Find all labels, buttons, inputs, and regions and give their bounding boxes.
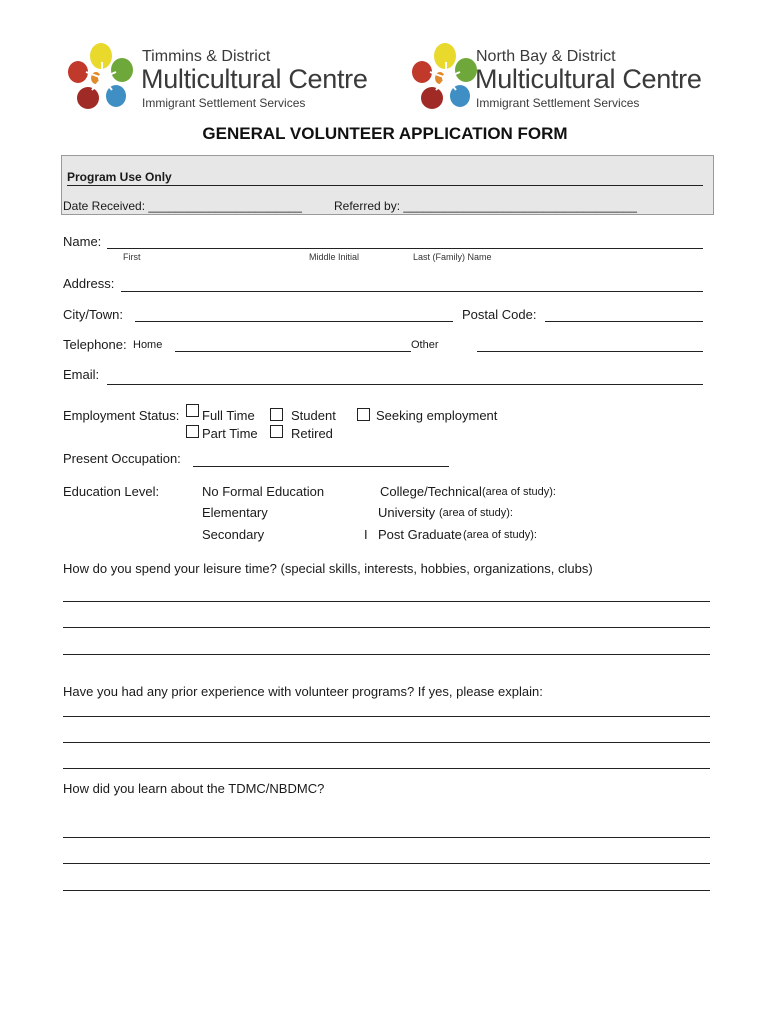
part-time-checkbox[interactable] [186,425,199,438]
edu-university-note: (area of study): [439,507,513,519]
occupation-input[interactable] [193,466,449,467]
edu-college-note: (area of study): [482,486,556,498]
flower-logo-icon [66,42,136,112]
telephone-other-input[interactable] [477,351,703,352]
flower-logo-icon [410,42,480,112]
experience-question: Have you had any prior experience with volunteer programs? If yes, please explain: [63,684,543,699]
leisure-answer-line[interactable] [63,601,710,602]
city-label: City/Town: [63,307,123,322]
name-middle-hint: Middle Initial [309,252,360,262]
learn-answer-line[interactable] [63,890,710,891]
telephone-label: Telephone: [63,337,127,352]
logo-line1: Timmins & District [142,48,271,65]
experience-answer-line[interactable] [63,716,710,717]
telephone-other-label: Other [411,339,439,351]
leisure-answer-line[interactable] [63,627,710,628]
telephone-home-label: Home [133,339,163,351]
experience-answer-line[interactable] [63,768,710,769]
date-received-field[interactable]: Date Received: _______________________ [63,199,302,213]
form-title: GENERAL VOLUNTEER APPLICATION FORM [202,124,568,143]
address-label: Address: [63,276,115,291]
postal-input[interactable] [545,321,703,322]
learn-question: How did you learn about the TDMC/NBDMC? [63,781,325,796]
learn-answer-line[interactable] [63,837,710,838]
telephone-home-input[interactable] [175,351,411,352]
student-label: Student [291,408,336,423]
postal-label: Postal Code: [462,307,537,322]
name-input[interactable] [107,248,703,249]
education-label: Education Level: [63,484,160,499]
logo-north-bay [410,42,730,112]
city-input[interactable] [135,321,453,322]
address-input[interactable] [121,291,703,292]
logo-line2: Multicultural Centre [141,64,368,94]
logo-line3: Immigrant Settlement Services [476,96,640,110]
edu-postgrad-note: (area of study): [463,529,537,541]
retired-label: Retired [291,426,333,441]
name-first-hint: First [123,252,141,262]
student-checkbox[interactable] [270,408,283,421]
experience-answer-line[interactable] [63,742,710,743]
logo-line1: North Bay & District [476,48,616,65]
leisure-answer-line[interactable] [63,654,710,655]
email-input[interactable] [107,384,703,385]
part-time-label: Part Time [202,426,258,441]
full-time-label: Full Time [202,408,255,423]
logo-timmins [66,42,406,112]
seeking-employment-label: Seeking employment [376,408,498,423]
edu-postgrad[interactable]: Post Graduate [378,527,462,542]
program-heading: Program Use Only [67,170,172,184]
logo-line3: Immigrant Settlement Services [142,96,306,110]
name-last-hint: Last (Family) Name [413,252,492,262]
name-label: Name: [63,234,102,249]
seeking-employment-checkbox[interactable] [357,408,370,421]
edu-secondary[interactable]: Secondary [202,527,265,542]
email-label: Email: [63,367,100,382]
learn-answer-line[interactable] [63,863,710,864]
full-time-checkbox[interactable] [186,404,199,417]
referred-by-field[interactable]: Referred by: ___________________________________ [334,199,637,213]
edu-university[interactable]: University [378,505,436,520]
logo-line2: Multicultural Centre [475,64,702,94]
leisure-question: How do you spend your leisure time? (special skills, interests, hobbies, organizations, clubs) [63,561,593,576]
edu-postgrad-mark: I [364,527,368,542]
program-heading-line [67,185,703,186]
edu-no-formal[interactable]: No Formal Education [202,484,325,499]
employment-label: Employment Status: [63,408,180,423]
occupation-label: Present Occupation: [63,451,181,466]
edu-elementary[interactable]: Elementary [202,505,268,520]
edu-college[interactable]: College/Technical [380,484,482,499]
retired-checkbox[interactable] [270,425,283,438]
